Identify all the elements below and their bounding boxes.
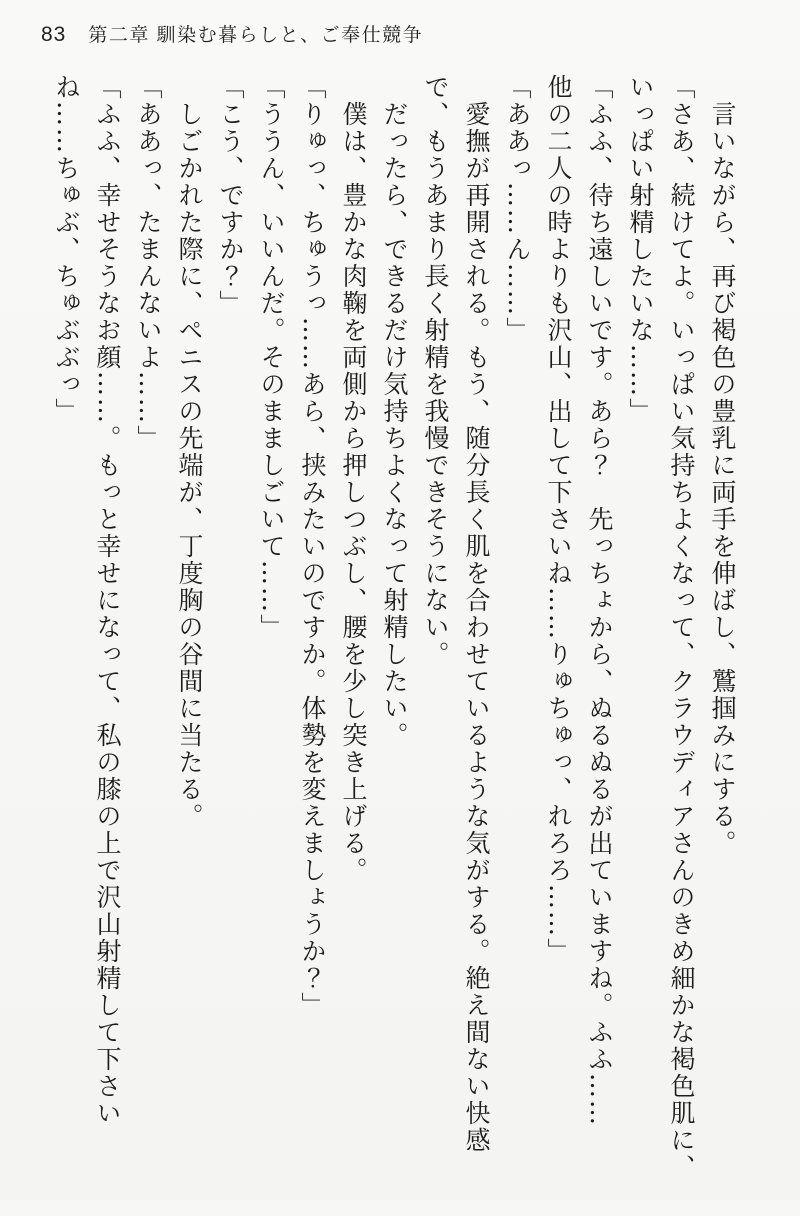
text-line: 「ふふ、待ち遠しいです。あら？ 先っちょから、ぬるぬるが出ていますね。ふふ…… (585, 74, 614, 1127)
running-header (41, 20, 423, 47)
text-line: 「さあ、続けてよ。いっぱい気持ちよくなって、クラウディアさんのきめ細かな褐色肌に、 (667, 74, 696, 1181)
text-line: で、もうあまり長く射精を我慢できそうにない。 (421, 74, 450, 668)
text-line: 「こう、ですか？」 (216, 74, 245, 317)
text-line: 他の二人の時よりも沢山、出して下さいね……りゅちゅっ、れろろ……」 (544, 74, 573, 965)
text-line: しごかれた際に、ペニスの先端が、丁度胸の谷間に当たる。 (175, 101, 204, 830)
text-line: 「ああっ……ん……」 (503, 74, 532, 344)
text-line: 「りゅっ、ちゅうっ……あら、挟みたいのですか。体勢を変えましょうか？」 (298, 74, 327, 1019)
text-line: ね……ちゅぶ、ちゅぶぶっ」 (52, 74, 81, 425)
text-line: 「ああっ、たまんないよ……」 (134, 74, 163, 452)
text-line: 「ううん、いいんだ。そのまましごいて……」 (257, 74, 286, 641)
text-line: 「ふふ、幸せそうなお顔……。もっと幸せになって、私の膝の上で沢山射精して下さい (93, 74, 122, 1127)
text-line: だったら、できるだけ気持ちよくなって射精したい。 (380, 101, 409, 749)
chapter-title: 第二章 馴染む暮らしと、ご奉仕競争 (88, 25, 424, 46)
text-line: 言いながら、再び褐色の豊乳に両手を伸ばし、鷲掴みにする。 (708, 101, 737, 857)
page-text (46, 74, 743, 1189)
text-line: いっぱい射精したいな……」 (626, 74, 655, 425)
text-line: 愛撫が再開される。もう、随分長く肌を合わせているような気がする。絶え間ない快感 (462, 101, 491, 1154)
page-number: 83 (41, 23, 67, 46)
text-line: 僕は、豊かな肉鞠を両側から押しつぶし、腰を少し突き上げる。 (339, 101, 368, 884)
